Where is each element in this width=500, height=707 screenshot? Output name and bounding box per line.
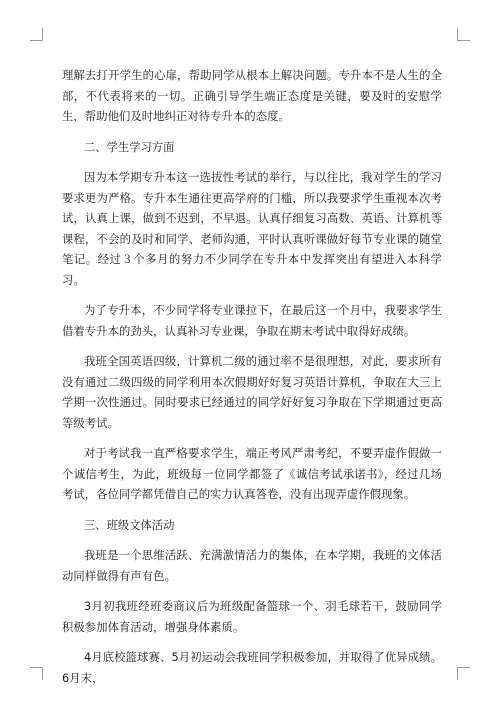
crop-mark-bottom-left <box>30 667 43 680</box>
paragraph: 3月初我班经班委商议后为班级配备篮球一个、羽毛球若干，鼓励同学积极参加体育活动，增强身体素质。 <box>62 600 442 634</box>
paragraph: 对于考试我一直严格要求学生，端正考风严肃考纪，不要弄虚作假做一个诚信考生，为此，班级每一位同学都签了《诚信考试承诺书》，经过几场考试，各位同学都凭借自己的实力认真答卷，没有出现弄虚作假现象。 <box>62 447 442 501</box>
paragraph: 因为本学期专升本这一选拔性考试的举行，与以往比，我对学生的学习要求更为严格。专升本生通往更高学府的门槛，所以我要求学生重视本次考试，认真上课，做到不迟到，不早退。认真仔细复习高数、英语、计算机等课程，不会的及时和同学、老师沟通，平时认真听课做好每节专业课的随堂笔记。经过３个多月的努力不少同学在专升本中发挥突出有望进入本科学习。 <box>62 171 442 287</box>
paragraph: 为了专升本，不少同学将专业课拉下，在最后这一个月中，我要求学生借着专升本的劲头，认真补习专业课，争取在期末考试中取得好成绩。 <box>62 304 442 338</box>
paragraph: 理解去打开学生的心扉，帮助同学从根本上解决问题。专升本不是人生的全部，不代表将来的一切。正确引导学生端正态度是关键，要及时的安慰学生，帮助他们及时地纠正对待专升本的态度。 <box>62 69 442 123</box>
section-heading: 二、学生学习方面 <box>84 140 175 154</box>
crop-mark-top-left <box>30 28 43 41</box>
crop-mark-top-right <box>457 28 470 41</box>
paragraph: 我班是一个思维活跃、充满激情活力的集体，在本学期，我班的文体活动同样做得有声有色。 <box>62 549 442 583</box>
document-body <box>62 66 442 699</box>
section-heading: 三、班级文体活动 <box>84 518 175 532</box>
paragraph: 4月底校篮球赛、5月初运动会我班同学积极参加，并取得了优异成绩。6月末， <box>62 651 442 685</box>
crop-mark-bottom-right <box>457 667 470 680</box>
paragraph: 我班全国英语四级，计算机二级的通过率不是很理想，对此，要求所有没有通过二级四级的同学利用本次假期好好复习英语计算机，争取在大三上学期一次性通过。同时要求已经通过的同学好好复习争取在下学期通过更高等级考试。 <box>62 355 442 430</box>
